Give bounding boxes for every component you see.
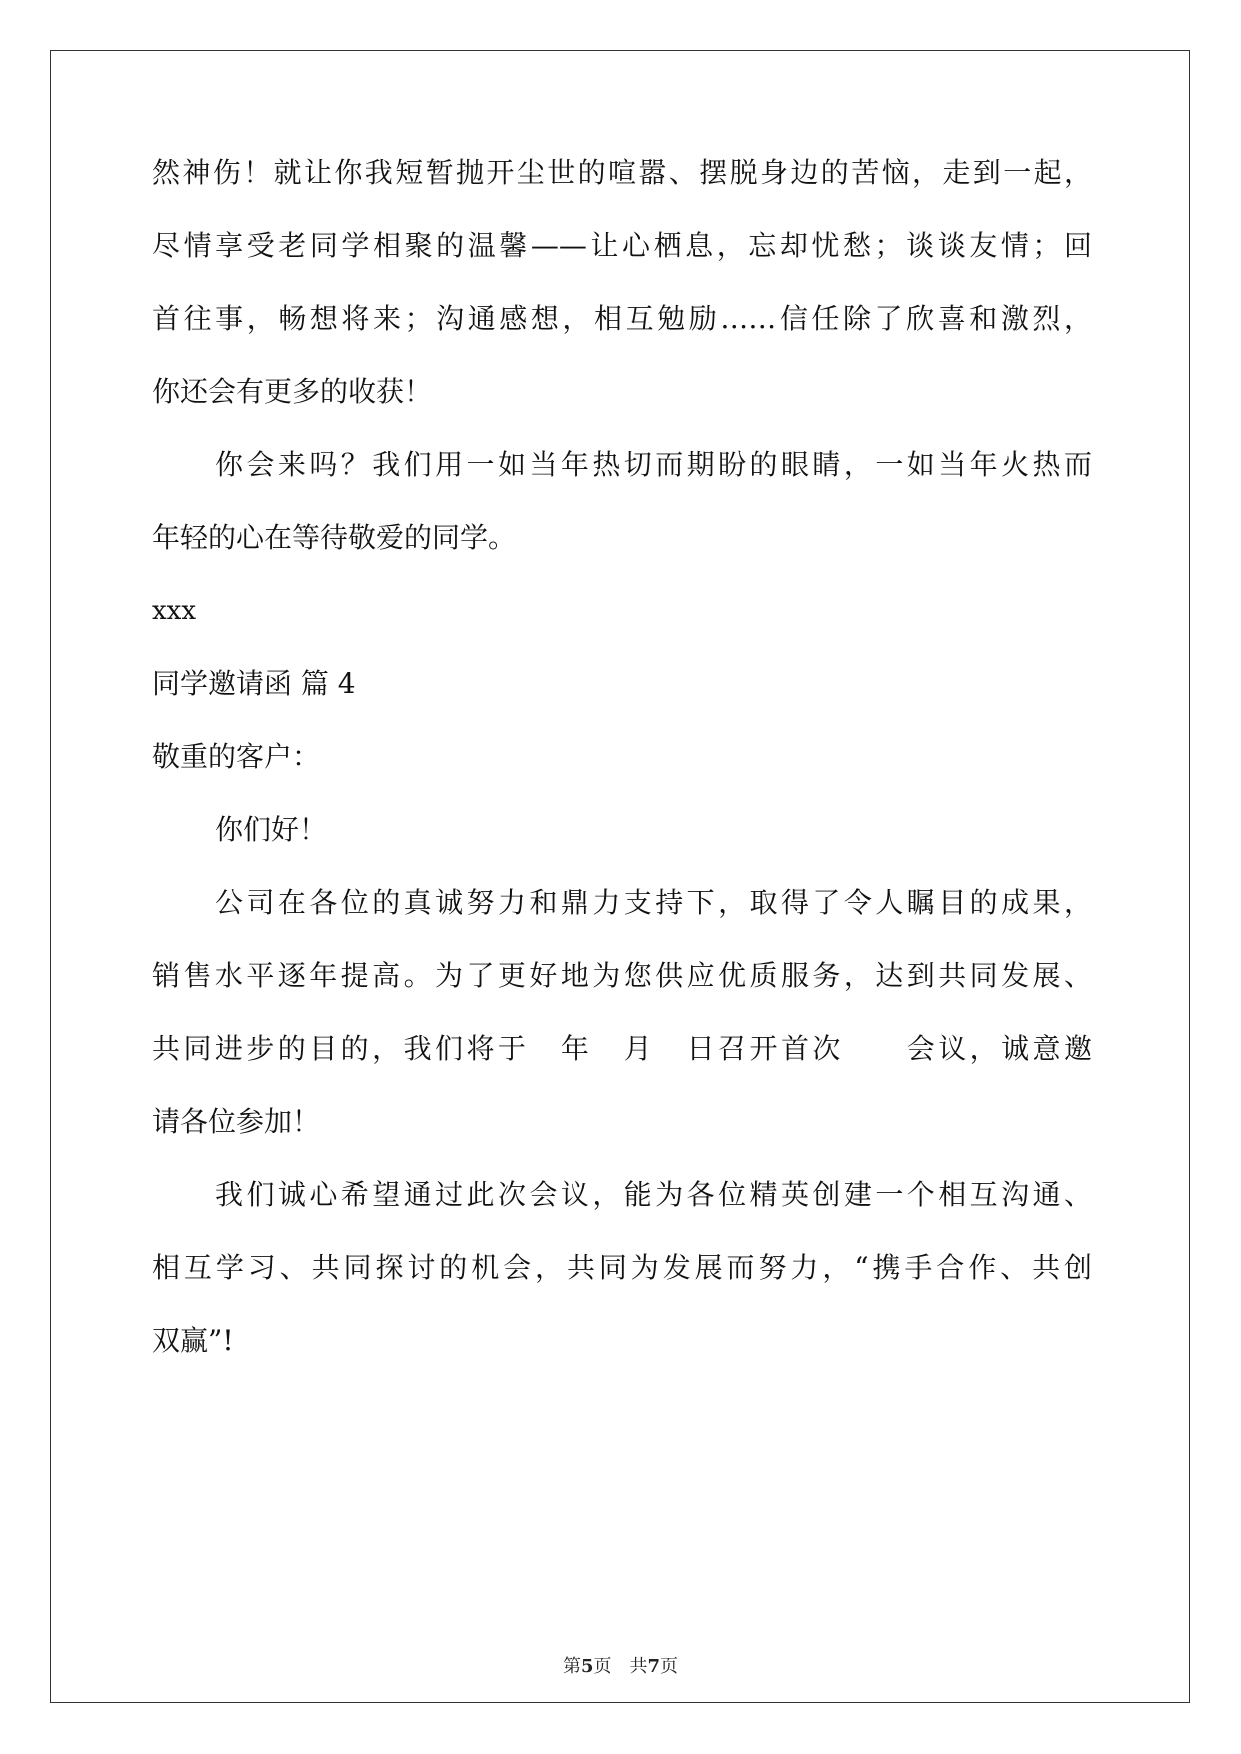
paragraph-line: 相互学习、共同探讨的机会，共同为发展而努力，“携手合作、共创 [152, 1251, 1092, 1284]
paragraph-line: 首往事，畅想将来；沟通感想，相互勉励……信任除了欣喜和激烈， [152, 302, 1092, 335]
footer-total-suffix: 页 [660, 1656, 679, 1677]
footer-prefix: 第 [562, 1656, 581, 1677]
greeting: 你们好！ [215, 813, 328, 846]
page-footer [0, 1655, 1241, 1679]
paragraph-line: 你会来吗？我们用一如当年热切而期盼的眼睛，一如当年火热而 [215, 448, 1092, 481]
paragraph-line: 销售水平逐年提高。为了更好地为您供应优质服务，达到共同发展、 [152, 959, 1092, 992]
paragraph-line: 请各位参加！ [152, 1105, 321, 1138]
footer-total-prefix: 共 [629, 1656, 648, 1677]
page-border [50, 50, 1190, 1703]
paragraph-line: 尽情享受老同学相聚的温馨——让心栖息，忘却忧愁；谈谈友情；回 [152, 229, 1092, 262]
paragraph-line: 我们诚心希望通过此次会议，能为各位精英创建一个相互沟通、 [215, 1178, 1092, 1211]
paragraph-line: 共同进步的目的，我们将于 年 月 日召开首次 会议，诚意邀 [152, 1032, 1092, 1065]
current-page-number: 5 [580, 1656, 594, 1677]
footer-page-suffix: 页 [593, 1656, 612, 1677]
paragraph-line: 双赢”! [152, 1324, 234, 1357]
paragraph-line: 公司在各位的真诚努力和鼎力支持下，取得了令人瞩目的成果， [215, 886, 1092, 919]
total-pages-number: 7 [647, 1656, 661, 1677]
salutation: 敬重的客户： [152, 740, 321, 773]
paragraph-line: 你还会有更多的收获！ [152, 375, 433, 408]
paragraph-line: 然神伤！就让你我短暂抛开尘世的喧嚣、摆脱身边的苦恼，走到一起， [152, 156, 1092, 189]
signature: xxx [152, 596, 196, 626]
paragraph-line: 年轻的心在等待敬爱的同学。 [152, 521, 517, 554]
section-heading: 同学邀请函 篇 4 [152, 667, 356, 700]
